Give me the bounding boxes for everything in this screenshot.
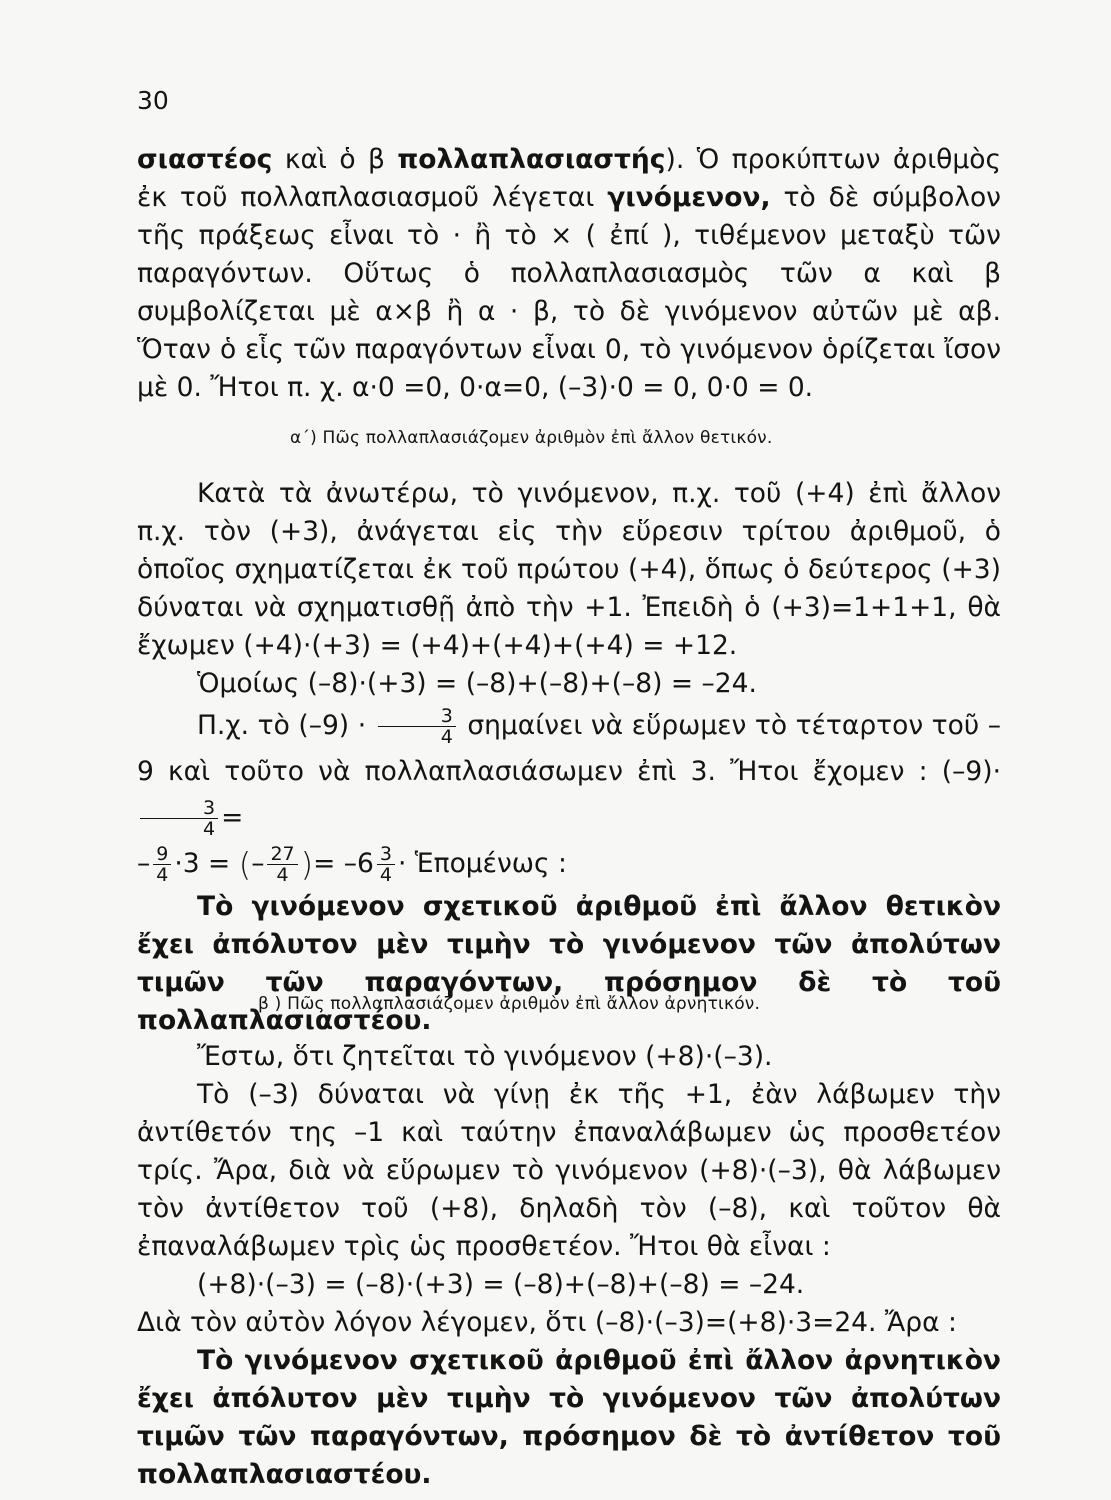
intro-text-1: καὶ ὁ β — [272, 144, 398, 175]
section-a-paragraph-2: Ὁμοίως (–8)·(+3) = (–8)+(–8)+(–8) = –24. — [197, 668, 757, 699]
fraction-denominator: 4 — [203, 818, 216, 840]
term-multiplicand: σιαστέος — [137, 144, 273, 175]
section-b-paragraph-2: Τὸ (–3) δύναται νὰ γίνῃ ἐκ τῆς +1, ἐὰν λάβωμεν τὴν ἀντίθετόν της –1 καὶ ταύτην ἐπαναλάβωμεν ὡς προσθετέον τρίς. Ἄρα, διὰ νὰ εὕρωμεν τὸ γινόμενον (+8)·(–3), θὰ λάβωμεν τὸν ἀντίθετον τοῦ (+8), δηλαδὴ τὸν (–8), καὶ τοῦτον θὰ ἐπαναλάβωμεν τρὶς ὡς προσθετέον. Ἤτοι θὰ εἶναι : — [137, 1079, 1001, 1262]
page-number: 30 — [137, 86, 169, 115]
section-a-heading: α΄) Πῶς πολλαπλασιάζομεν ἀριθμὸν ἐπὶ ἄλλον θετικόν. — [290, 428, 773, 448]
section-a-rule: Τὸ γινόμενον σχετικοῦ ἀριθμοῦ ἐπὶ ἄλλον θετικὸν ἔχει ἀπόλυτον μὲν τιμὴν τὸ γινόμενον τῶν ἀπολύτων τιμῶν τῶν παραγόντων, πρόσημον δὲ τὸ τοῦ πολλαπλασιαστέου. — [137, 890, 1001, 1036]
fraction-denominator: 4 — [379, 864, 392, 886]
fraction-numerator: 3 — [140, 798, 218, 819]
intro-text-2: ). Ὁ προκύπτων ἀριθμὸς ἐκ τοῦ πολλαπλασιασμοῦ λέγεται — [137, 144, 1002, 213]
fraction — [153, 844, 171, 885]
section-a-body — [137, 475, 1001, 1040]
term-product: γινόμενον, — [607, 182, 771, 213]
fraction-numerator: 9 — [153, 844, 171, 865]
fraction-denominator: 4 — [276, 864, 289, 886]
eq-minus: – — [137, 848, 151, 879]
fraction-numerator: 3 — [377, 844, 395, 865]
section-b-body — [137, 1038, 1001, 1494]
section-b-equation: (+8)·(–3) = (–8)·(+3) = (–8)+(–8)+(–8) = –24. — [197, 1269, 805, 1300]
eq-right-paren: ) — [300, 845, 314, 884]
fraction-denominator: 4 — [440, 726, 453, 748]
intro-paragraph — [137, 141, 1001, 407]
fraction — [378, 706, 456, 747]
fraction — [267, 844, 297, 885]
fraction-numerator: 3 — [378, 706, 456, 727]
example-text-1: Π.χ. τὸ (–9) · — [197, 710, 367, 741]
fraction-denominator: 4 — [156, 864, 169, 886]
eq-minus-2: – — [251, 848, 265, 879]
section-b-paragraph-1: Ἔστω, ὅτι ζητεῖται τὸ γινόμενον (+8)·(–3). — [197, 1041, 773, 1072]
section-a-paragraph-1: Κατὰ τὰ ἀνωτέρω, τὸ γινόμενον, π.χ. τοῦ (+4) ἐπὶ ἄλλον π.χ. τὸν (+3), ἀνάγεται εἰς τὴν εὕρεσιν τρίτου ἀριθμοῦ, ὁ ὁποῖος σχηματίζεται ἐκ τοῦ πρώτου (+4), ὅπως ὁ δεύτερος (+3) δύναται νὰ σχηματισθῇ ἀπὸ τὴν +1. Ἐπειδὴ ὁ (+3)=1+1+1, θὰ ἔχωμεν (+4)·(+3) = (+4)+(+4)+(+4) = +12. — [137, 478, 1001, 661]
example-text-3: = — [221, 802, 244, 833]
eq-text-2: = –6 — [313, 848, 374, 879]
fraction-numerator: 27 — [267, 844, 297, 865]
term-multiplier: πολλαπλασιαστής — [397, 144, 666, 175]
intro-text-3: τὸ δὲ σύμβολον τῆς πράξεως εἶναι τὸ · ἢ τὸ × ( ἐπί ), τιθέμενον μεταξὺ τῶν παραγόντων. Οὕτως ὁ πολλαπλασιασμὸς τῶν α καὶ β συμβολίζεται μὲ α×β ἢ α · β, τὸ δὲ γινόμενον αὐτῶν μὲ αβ. Ὅταν ὁ εἷς τῶν παραγόντων εἶναι 0, τὸ γινόμενον ὁρίζεται ἴσον μὲ 0. Ἤτοι π. χ. α·0 =0, 0·α=0, (–3)·0 = 0, 0·0 = 0. — [137, 182, 1001, 403]
section-b-heading: β ) Πῶς πολλαπλασιάζομεν ἀριθμὸν ἐπὶ ἄλλον ἀρνητικόν. — [258, 994, 761, 1014]
eq-text-1: ·3 = — [174, 848, 231, 879]
fraction — [140, 798, 218, 839]
example-text-2: σημαίνει νὰ εὕρωμεν τὸ τέταρτον τοῦ –9 καὶ τοῦτο νὰ πολλαπλασιάσωμεν ἐπὶ 3. Ἤτοι ἔχομεν : (–9)· — [137, 710, 1001, 787]
section-a-equation — [137, 841, 1001, 888]
section-b-paragraph-3: Διὰ τὸν αὐτὸν λόγον λέγομεν, ὅτι (–8)·(–3)=(+8)·3=24. Ἄρα : — [137, 1307, 957, 1338]
eq-text-3: · Ἑπομένως : — [397, 848, 567, 879]
section-a-paragraph-3 — [137, 703, 1001, 841]
section-b-rule: Τὸ γινόμενον σχετικοῦ ἀριθμοῦ ἐπὶ ἄλλον ἀρνητικὸν ἔχει ἀπόλυτον μὲν τιμὴν τὸ γινόμενον τῶν ἀπολύτων τιμῶν τῶν παραγόντων, πρόσημον δὲ τὸ ἀντίθετον τοῦ πολλαπλασιαστέου. — [137, 1345, 1001, 1490]
fraction — [377, 844, 395, 885]
eq-left-paren: ( — [238, 845, 252, 884]
